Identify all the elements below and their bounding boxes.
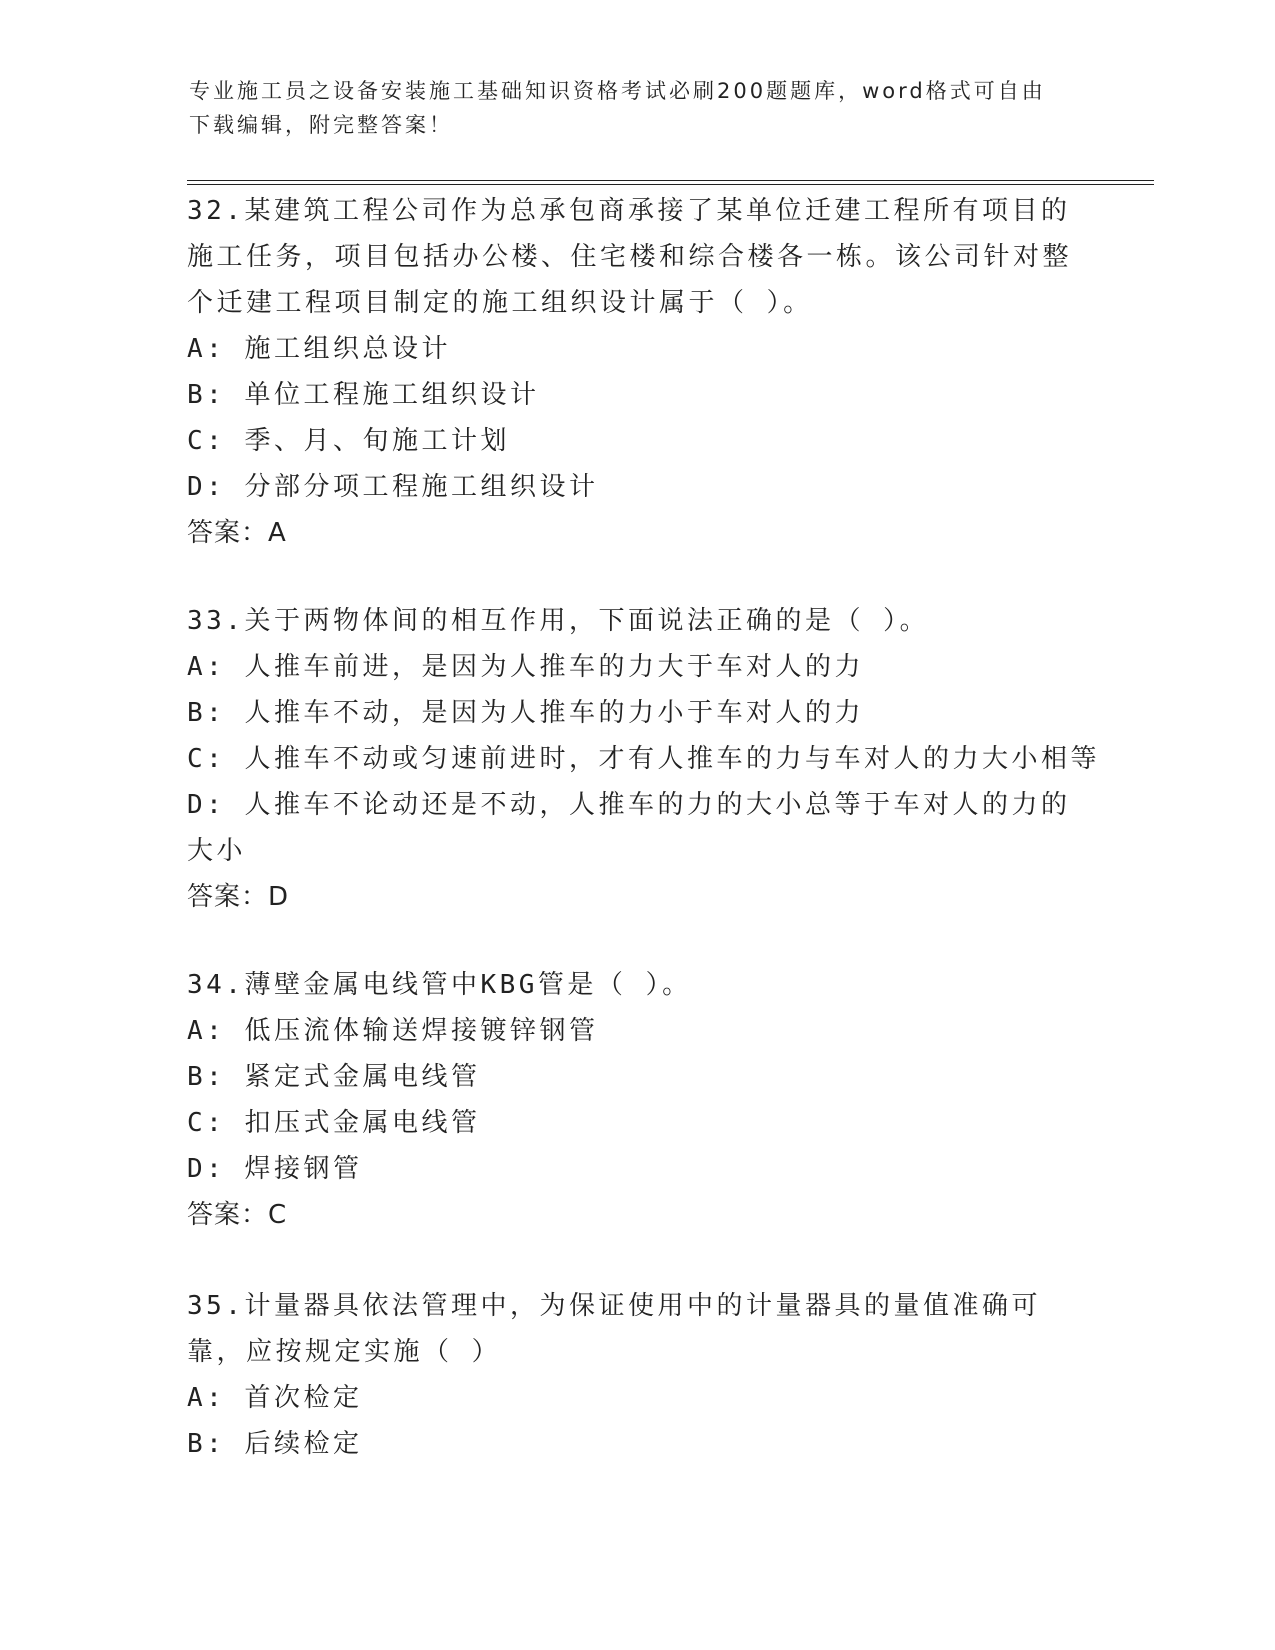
option-text: 首次检定 [244,1383,363,1413]
answer-line: 答案：A [187,518,287,548]
option-key: A: [187,334,226,364]
option-key: C: [187,744,226,774]
header-line-1: 专业施工员之设备安装施工基础知识资格考试必刷200题题库，word格式可自由 [189,79,1046,103]
option-a [187,326,1077,372]
answer-line: 答案：C [187,1200,288,1230]
option-b [187,1054,1077,1100]
option-key: A: [187,1383,226,1413]
header-line-2: 下载编辑，附完整答案！ [189,113,453,137]
option-text: 后续检定 [244,1429,363,1459]
option-text: 人推车不论动还是不动，人推车的力的大小总等于车对人的力的大小 [187,790,1071,866]
header-divider-bottom [187,184,1154,185]
header-divider-top [187,180,1154,181]
option-text: 焊接钢管 [244,1154,363,1184]
option-d [187,1146,1077,1192]
option-text: 施工组织总设计 [244,334,451,364]
option-text: 扣压式金属电线管 [244,1108,481,1138]
option-text: 单位工程施工组织设计 [244,380,540,410]
question-stem: 32.某建筑工程公司作为总承包商承接了某单位迁建工程所有项目的施工任务，项目包括办公楼、住宅楼和综合楼各一栋。该公司针对整个迁建工程项目制定的施工组织设计属于（ ）。 [187,196,1073,318]
question-35 [187,1283,1077,1467]
option-key: D: [187,790,226,820]
question-33 [187,598,1100,920]
option-a [187,1375,1077,1421]
option-b [187,1421,1077,1467]
option-text: 分部分项工程施工组织设计 [244,472,599,502]
option-key: C: [187,1108,226,1138]
option-c [187,418,1077,464]
question-32 [187,188,1077,556]
option-key: D: [187,472,226,502]
question-stem: 33.关于两物体间的相互作用，下面说法正确的是（ ）。 [187,606,930,636]
option-key: D: [187,1154,226,1184]
question-stem: 35.计量器具依法管理中，为保证使用中的计量器具的量值准确可靠，应按规定实施（ ） [187,1291,1041,1367]
option-key: A: [187,1016,226,1046]
option-text: 紧定式金属电线管 [244,1062,481,1092]
option-key: A: [187,652,226,682]
option-key: B: [187,1062,226,1092]
option-text: 人推车不动或匀速前进时，才有人推车的力与车对人的力大小相等 [244,744,1100,774]
option-key: C: [187,426,226,456]
option-key: B: [187,698,226,728]
option-text: 季、月、旬施工计划 [244,426,510,456]
option-a [187,1008,1077,1054]
option-key: B: [187,380,226,410]
option-key: B: [187,1429,226,1459]
question-stem: 34.薄壁金属电线管中KBG管是（ ）。 [187,970,692,1000]
answer-line: 答案：D [187,882,290,912]
option-c [187,736,1100,782]
option-b [187,690,1077,736]
document-header [189,74,1069,142]
question-34 [187,962,1077,1238]
option-c [187,1100,1077,1146]
option-b [187,372,1077,418]
option-text: 人推车前进，是因为人推车的力大于车对人的力 [244,652,864,682]
option-a [187,644,1077,690]
option-text: 人推车不动，是因为人推车的力小于车对人的力 [244,698,864,728]
option-d [187,464,1077,510]
option-text: 低压流体输送焊接镀锌钢管 [244,1016,599,1046]
option-d [187,782,1077,874]
